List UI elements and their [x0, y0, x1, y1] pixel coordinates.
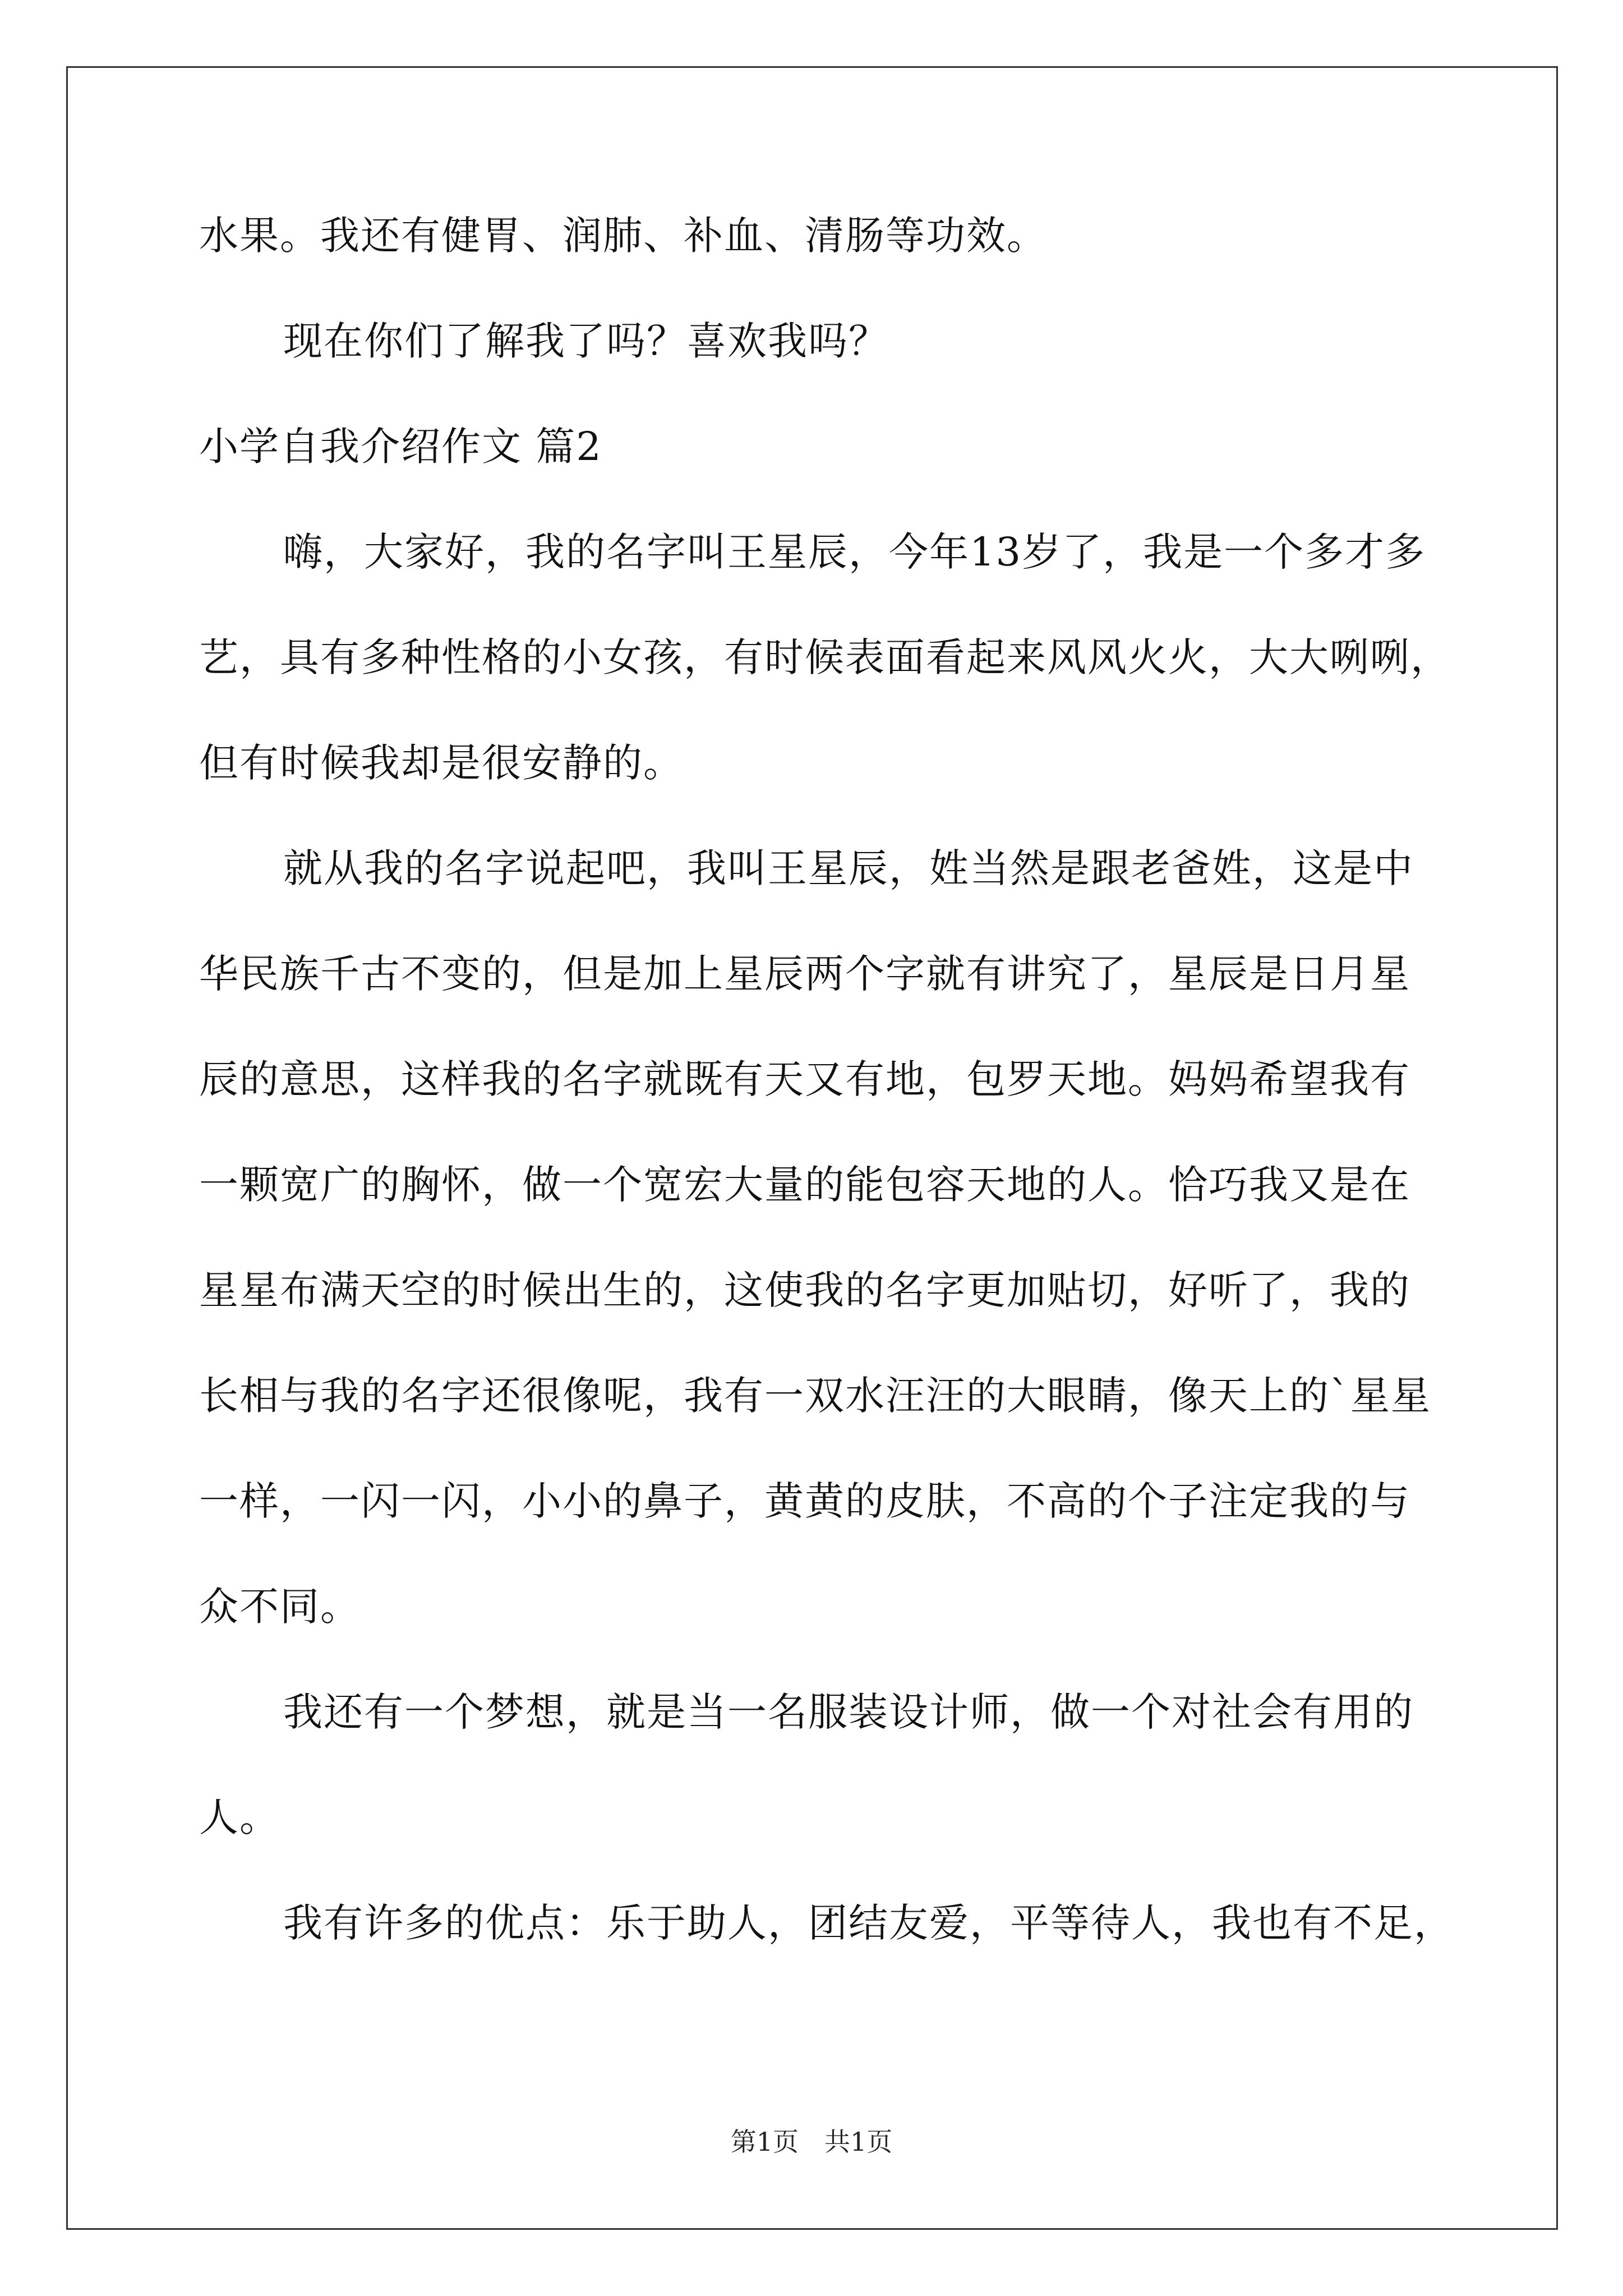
page-number-footer: 第1页 共1页 [730, 2127, 893, 2157]
paragraph-line: 现在你们了解我了吗？喜欢我吗？ [283, 318, 889, 364]
section-heading: 小学自我介绍作文 篇2 [199, 424, 602, 470]
paragraph-line: 一样，一闪一闪，小小的鼻子，黄黄的皮肤，不高的个子注定我的与 [199, 1478, 1410, 1524]
paragraph-line: 一颗宽广的胸怀，做一个宽宏大量的能包容天地的人。恰巧我又是在 [199, 1162, 1410, 1208]
paragraph-line: 艺，具有多种性格的小女孩，有时候表面看起来风风火火，大大咧咧， [199, 634, 1451, 680]
paragraph-line: 辰的意思，这样我的名字就既有天又有地，包罗天地。妈妈希望我有 [199, 1056, 1410, 1102]
paragraph-line: 星星布满天空的时候出生的，这使我的名字更加贴切，好听了，我的 [199, 1267, 1410, 1313]
paragraph-line: 我还有一个梦想，就是当一名服装设计师，做一个对社会有用的 [283, 1689, 1414, 1735]
paragraph-line: 人。 [199, 1795, 280, 1841]
paragraph-line: 水果。我还有健胃、润肺、补血、清肠等功效。 [199, 213, 1047, 259]
paragraph-line: 但有时候我却是很安静的。 [199, 740, 684, 786]
paragraph-line: 嗨，大家好，我的名字叫王星辰，今年13岁了，我是一个多才多 [283, 529, 1426, 575]
paragraph-line: 我有许多的优点：乐于助人，团结友爱，平等待人，我也有不足， [283, 1900, 1454, 1946]
paragraph-line: 就从我的名字说起吧，我叫王星辰，姓当然是跟老爸姓，这是中 [283, 845, 1414, 891]
paragraph-line: 众不同。 [199, 1584, 361, 1630]
paragraph-line: 长相与我的名字还很像呢，我有一双水汪汪的大眼睛，像天上的`星星 [199, 1373, 1431, 1419]
paragraph-line: 华民族千古不变的，但是加上星辰两个字就有讲究了，星辰是日月星 [199, 951, 1410, 997]
